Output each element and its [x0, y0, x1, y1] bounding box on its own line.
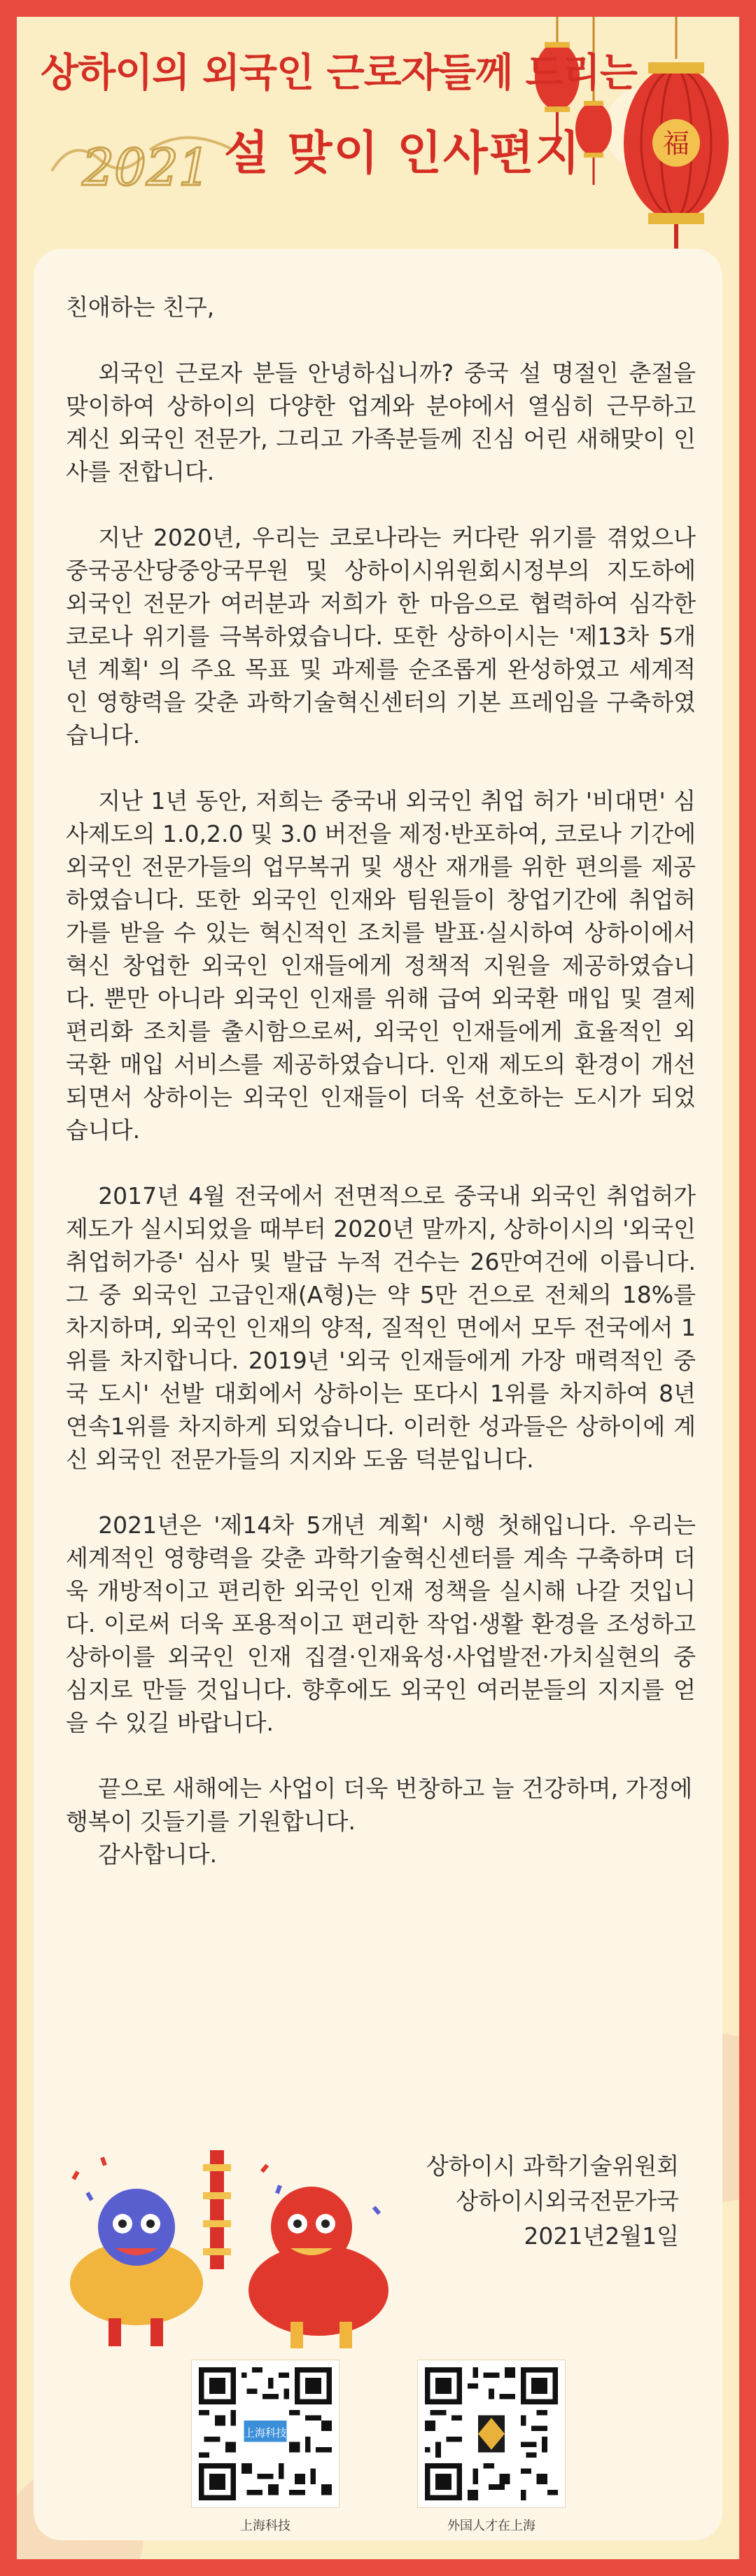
letter-paragraph: 외국인 근로자 분들 안녕하십니까? 중국 설 명절인 춘절을 맞이하여 상하이의 다양한 업계와 분야에서 열심히 근무하고 계신 외국인 전문가, 그리고 가족분들께 진심 어린 새해맞이 인사를 전합니다.: [66, 359, 696, 485]
qr-caption: 上海科技: [240, 2519, 290, 2533]
qr-code-image[interactable]: [418, 2360, 565, 2507]
qr-center-badge: 上海科技: [244, 2426, 287, 2439]
thanks-line: 감사합니다.: [98, 1841, 218, 1868]
qr-code-shanghai-tech[interactable]: [192, 2360, 339, 2534]
signature-org-2: 상하이시외국전문가국: [456, 2187, 679, 2215]
title-line-1: 상하이의 외국인 근로자들께 드리는: [41, 50, 637, 96]
letter-body: [66, 291, 696, 1871]
letter-paragraph: 2017년 4월 전국에서 전면적으로 중국내 외국인 취업허가 제도가 실시되었을 때부터 2020년 말까지, 상하이시의 '외국인 취업허가증' 심사 및 발급 누적 건수는 26만여건에 이릅니다. 그 중 외국인 고급인재(A형)는 약 5만 건으로 전체의 18%를 차지하며, 외국인 인재의 양적, 질적인 면에서 모두 전국에서 1위를 차지합니다. 2019년 '외국 인재들에게 가장 매력적인 중국 도시' 선발 대회에서 상하이는 또다시 1위를 차지하여 8년 연속1위를 차지하게 되었습니다. 이러한 성과들은 상하이에 계신 외국인 전문가들의 지지와 도움 덕분입니다.: [66, 1182, 696, 1473]
salutation: 친애하는 친구,: [66, 293, 215, 321]
signature-date: 2021년2월1일: [524, 2222, 679, 2250]
letter-paragraph: 2021년은 '제14차 5개년 계획' 시행 첫해입니다. 우리는 세계적인 영향력을 갖춘 과학기술혁신센터를 계속 구축하며 더욱 개방적이고 편리한 외국인 인재 정책을 실시해 나갈 것입니다. 이로써 더욱 포용적이고 편리한 작업·생활 환경을 조성하고 상하이를 외국인 인재 집결·인재육성·사업발전·가치실현의 중심지로 만들 것입니다. 향후에도 외국인 여러분들의 지지를 얻을 수 있길 바랍니다.: [66, 1511, 696, 1736]
letter-paragraph: 지난 1년 동안, 저희는 중국내 외국인 취업 허가 '비대면' 심사제도의 1.0,2.0 및 3.0 버전을 제정·반포하여, 코로나 기간에 외국인 전문가들의 업무복귀 및 생산 재개를 위한 편의를 제공하였습니다. 또한 외국인 인재와 팀원들이 창업기간에 취업허가를 받을 수 있는 혁신적인 조치를 발표·실시하여 상하이에서 혁신 창업한 외국인 인재들에게 정책적 지원을 제공하였습니다. 뿐만 아니라 외국인 인재를 위해 급여 외국환 매입 및 결제 편리화 조치를 출시함으로써, 외국인 인재들에게 효율적인 외국환 매입 서비스를 제공하였습니다. 인재 제도의 환경이 개선되면서 상하이는 외국인 인재들이 더욱 선호하는 도시가 되었습니다.: [66, 787, 696, 1144]
letter-paragraph: 지난 2020년, 우리는 코로나라는 커다란 위기를 겪었으나 중국공산당중앙국무원 및 상하이시위원회시정부의 지도하에 외국인 전문가 여러분과 저희가 한 마음으로 협력하여 심각한 코로나 위기를 극복하였습니다. 또한 상하이시는 '제13차 5개년 계획' 의 주요 목표 및 과제를 순조롭게 완성하였고 세계적인 영향력을 갖춘 과학기술혁신센터의 기본 프레임을 구축하였습니다.: [66, 524, 696, 749]
qr-code-image[interactable]: [192, 2360, 339, 2507]
title-line-2: 설 맞이 인사편지: [224, 126, 582, 180]
signature-org-1: 상하이시 과학기술위원회: [426, 2152, 679, 2180]
year-2021-ornament: [45, 122, 248, 206]
signature-block: [426, 2149, 679, 2254]
qr-code-foreign-talent[interactable]: [418, 2360, 565, 2534]
qr-caption: 外国人才在上海: [447, 2519, 536, 2533]
closing-wish: 끝으로 새해에는 사업이 더욱 번창하고 늘 건강하며, 가정에 행복이 깃들기를 기원합니다.: [66, 1775, 693, 1835]
lion-dance-illustration: [59, 2143, 402, 2353]
lantern-fu-character: 福: [662, 128, 690, 159]
year-label: 2021: [82, 138, 211, 197]
